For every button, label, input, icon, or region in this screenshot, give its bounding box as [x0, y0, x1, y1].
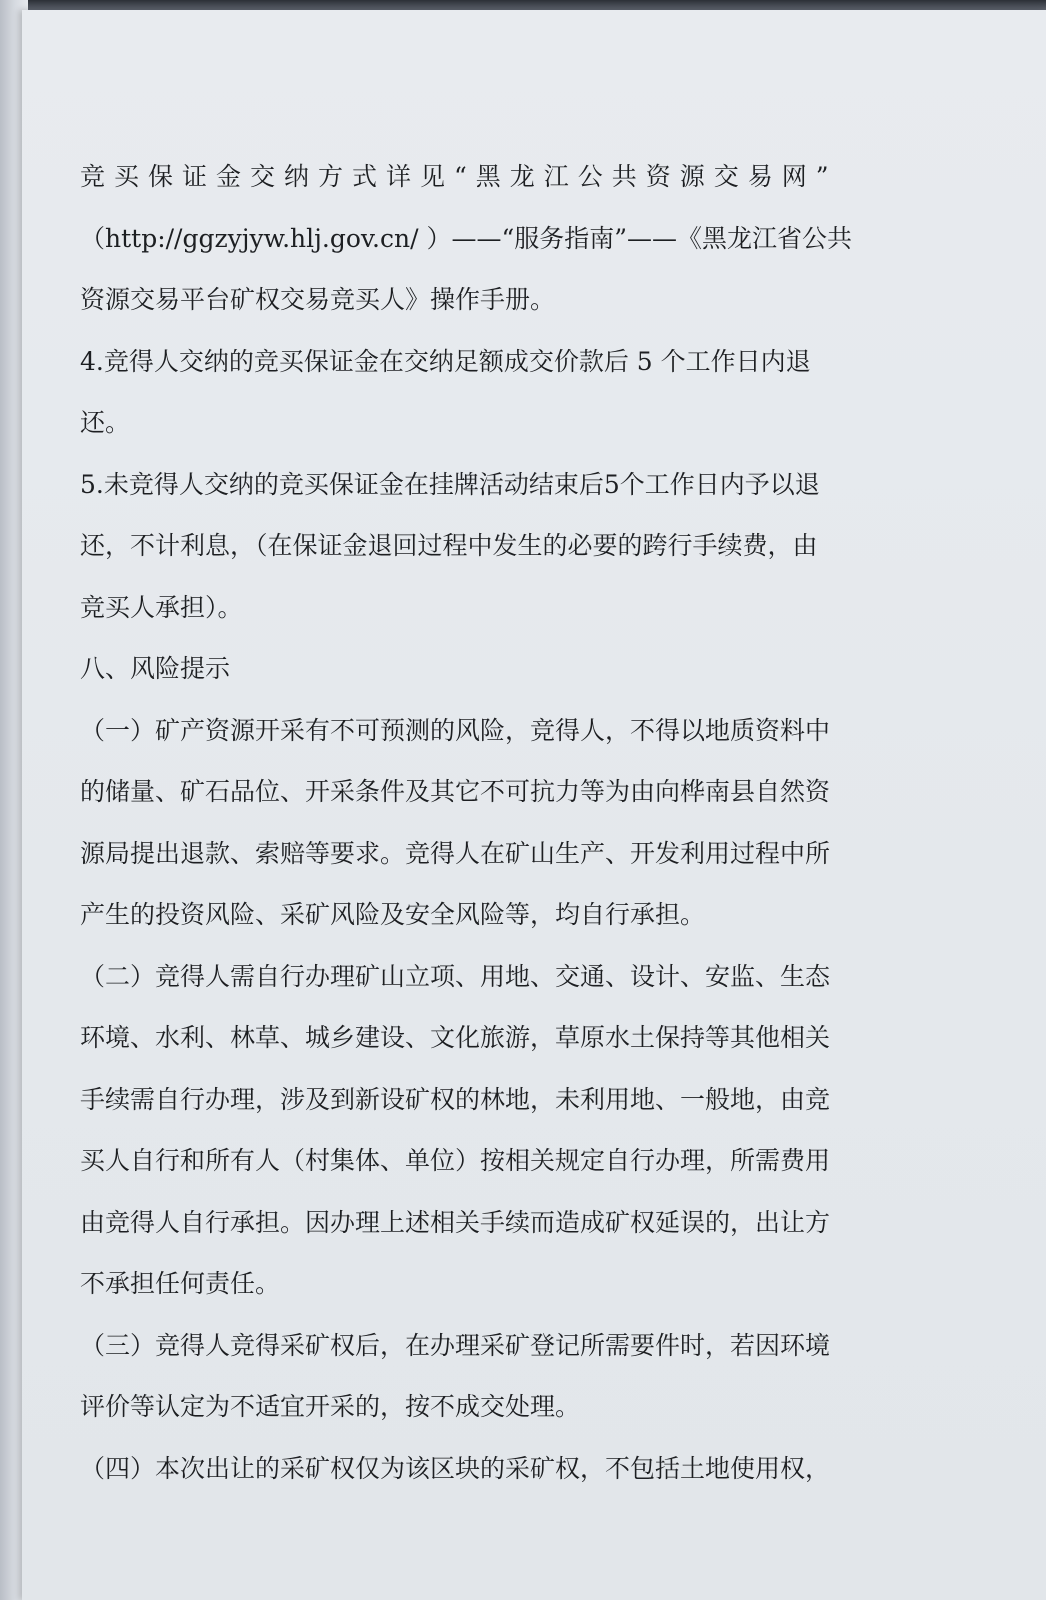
- text-line: （http://ggzyjyw.hlj.gov.cn/ ）——“服务指南”——《黑龙江省公共: [80, 223, 853, 253]
- text-line: 产生的投资风险、采矿风险及安全风险等，均自行承担。: [80, 900, 706, 929]
- text-line: 的储量、矿石品位、开采条件及其它不可抗力等为由向桦南县自然资: [80, 777, 831, 806]
- text-line: 买人自行和所有人（村集体、单位）按相关规定自行办理，所需费用: [80, 1146, 831, 1175]
- text-line: （四）本次出让的采矿权仅为该区块的采矿权，不包括土地使用权，: [80, 1453, 831, 1483]
- text-line: 源局提出退款、索赔等要求。竞得人在矿山生产、开发利用过程中所: [80, 838, 831, 868]
- text-line: 竞买人承担）。: [80, 592, 243, 622]
- text-line: （二）竞得人需自行办理矿山立项、用地、交通、设计、安监、生态: [80, 961, 831, 991]
- text-line: （一）矿产资源开采有不可预测的风险，竞得人，不得以地质资料中: [80, 715, 831, 745]
- text-line: 不承担任何责任。: [80, 1269, 281, 1298]
- text-line: 竞买保证金交纳方式详见“黑龙江公共资源交易网”: [80, 162, 838, 191]
- text-line: （三）竞得人竞得采矿权后，在办理采矿登记所需要件时，若因环境: [80, 1330, 831, 1360]
- document-page: [22, 10, 1046, 1600]
- text-line: 还。: [80, 408, 131, 437]
- document-body: [80, 146, 900, 1499]
- text-line: 手续需自行办理，涉及到新设矿权的林地，未利用地、一般地，由竞: [80, 1084, 831, 1114]
- text-line: 评价等认定为不适宜开采的，按不成交处理。: [80, 1392, 581, 1421]
- text-line: 还，不计利息，（在保证金退回过程中发生的必要的跨行手续费，由: [80, 531, 818, 560]
- section-heading: 八、风险提示: [80, 654, 231, 683]
- text-line: 环境、水利、林草、城乡建设、文化旅游，草原水土保持等其他相关: [80, 1023, 831, 1052]
- text-line: 由竞得人自行承担。因办理上述相关手续而造成矿权延误的，出让方: [80, 1207, 831, 1237]
- text-line: 4.竞得人交纳的竞买保证金在交纳足额成交价款后 5 个工作日内退: [80, 346, 811, 376]
- text-line: 资源交易平台矿权交易竞买人》操作手册。: [80, 285, 556, 314]
- text-line: 5.未竞得人交纳的竞买保证金在挂牌活动结束后5个工作日内予以退: [80, 469, 820, 499]
